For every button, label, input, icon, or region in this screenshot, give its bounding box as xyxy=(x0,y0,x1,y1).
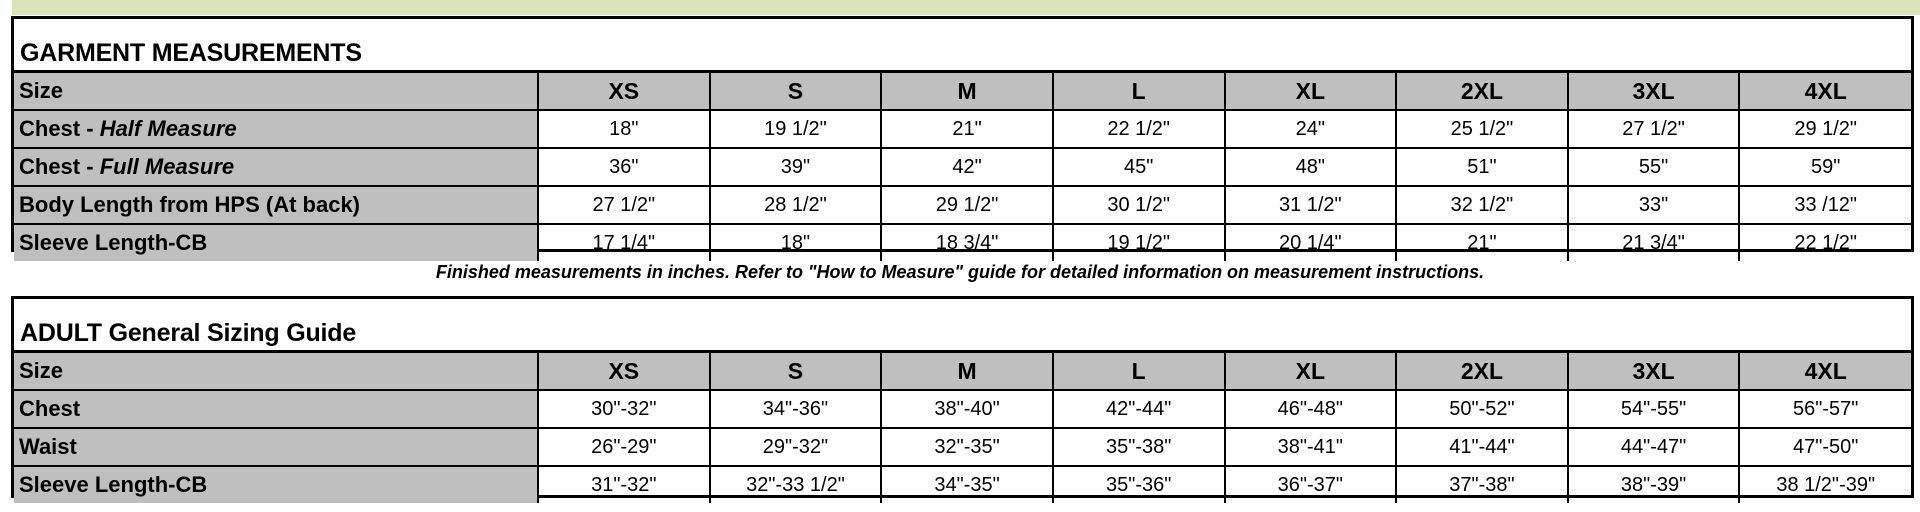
table-cell: 29 1/2" xyxy=(1739,110,1911,148)
table-cell: 32"-33 1/2" xyxy=(710,466,882,503)
size-header-cell: XS xyxy=(538,73,710,110)
table-cell: 17 1/4" xyxy=(538,224,710,261)
row-label-text: Chest xyxy=(19,396,81,421)
table-cell: 24" xyxy=(1225,110,1397,148)
size-header-cell: XL xyxy=(1225,73,1397,110)
table-cell: 30 1/2" xyxy=(1053,186,1225,224)
measurement-note: Finished measurements in inches. Refer to "How to Measure" guide for detailed information on measurement instructions. xyxy=(435,262,1485,282)
size-header-label: Size xyxy=(14,353,538,390)
size-header-cell: S xyxy=(710,73,882,110)
table-cell: 28 1/2" xyxy=(710,186,882,224)
table-cell: 22 1/2" xyxy=(1053,110,1225,148)
row-label-text: Sleeve Length-CB xyxy=(19,230,208,255)
table-cell: 45" xyxy=(1053,148,1225,186)
table-cell: 20 1/4" xyxy=(1225,224,1397,261)
table-cell: 37"-38" xyxy=(1396,466,1568,503)
table-cell: 26"-29" xyxy=(538,428,710,466)
garment-grid xyxy=(14,73,1911,261)
table-cell: 55" xyxy=(1568,148,1740,186)
table-cell: 51" xyxy=(1396,148,1568,186)
size-header-label: Size xyxy=(14,73,538,110)
table-row xyxy=(14,466,1911,503)
row-label xyxy=(14,466,538,503)
row-label xyxy=(14,186,538,224)
garment-title: GARMENT MEASUREMENTS xyxy=(14,19,1911,73)
table-cell: 56"-57" xyxy=(1739,390,1911,428)
garment-measurements-table xyxy=(11,16,1914,255)
size-header-cell: L xyxy=(1053,73,1225,110)
row-label-text: Body Length from HPS (At back) xyxy=(19,192,361,217)
table-cell: 38"-41" xyxy=(1225,428,1397,466)
table-cell: 21" xyxy=(1396,224,1568,261)
table-cell: 27 1/2" xyxy=(538,186,710,224)
table-cell: 21" xyxy=(881,110,1053,148)
table-row xyxy=(14,224,1911,261)
table-cell: 25 1/2" xyxy=(1396,110,1568,148)
size-header-row xyxy=(14,73,1911,110)
table-cell: 36" xyxy=(538,148,710,186)
table-cell: 38"-40" xyxy=(881,390,1053,428)
table-cell: 31 1/2" xyxy=(1225,186,1397,224)
row-label-italic: Half Measure xyxy=(99,116,237,141)
table-cell: 33 /12" xyxy=(1739,186,1911,224)
row-label-text: Sleeve Length-CB xyxy=(19,472,208,497)
row-label-text: Chest - xyxy=(19,116,100,141)
table-cell: 27 1/2" xyxy=(1568,110,1740,148)
size-header-cell: S xyxy=(710,353,882,390)
table-cell: 18" xyxy=(538,110,710,148)
table-cell: 29"-32" xyxy=(710,428,882,466)
table-cell: 34"-35" xyxy=(881,466,1053,503)
table-cell: 44"-47" xyxy=(1568,428,1740,466)
table-cell: 38"-39" xyxy=(1568,466,1740,503)
table-row xyxy=(14,110,1911,148)
table-cell: 54"-55" xyxy=(1568,390,1740,428)
row-label xyxy=(14,148,538,186)
adult-grid xyxy=(14,353,1911,503)
table-cell: 21 3/4" xyxy=(1568,224,1740,261)
row-label xyxy=(14,224,538,261)
table-cell: 38 1/2"-39" xyxy=(1776,473,1876,496)
table-cell: 31"-32" xyxy=(538,466,710,503)
table-row xyxy=(14,186,1911,224)
size-header-cell: L xyxy=(1053,353,1225,390)
adult-sizing-table xyxy=(11,296,1914,498)
table-cell: 42" xyxy=(881,148,1053,186)
size-header-cell: M xyxy=(881,73,1053,110)
table-cell: 33" xyxy=(1568,186,1740,224)
row-label-italic: Full Measure xyxy=(99,154,235,179)
table-cell: 36"-37" xyxy=(1225,466,1397,503)
table-cell: 19 1/2" xyxy=(710,110,882,148)
table-cell: 35"-36" xyxy=(1053,466,1225,503)
row-label xyxy=(14,390,538,428)
table-cell: 18 3/4" xyxy=(881,224,1053,261)
size-header-cell: XS xyxy=(538,353,710,390)
row-label-text: Waist xyxy=(19,434,77,459)
size-header-cell: 2XL xyxy=(1396,73,1568,110)
row-label xyxy=(14,110,538,148)
size-header-cell: 2XL xyxy=(1396,353,1568,390)
table-cell: 34"-36" xyxy=(710,390,882,428)
table-cell: 22 1/2" xyxy=(1794,231,1858,254)
row-label xyxy=(14,428,538,466)
table-cell: 46"-48" xyxy=(1225,390,1397,428)
adult-title: ADULT General Sizing Guide xyxy=(14,299,1911,353)
table-cell: 41"-44" xyxy=(1396,428,1568,466)
table-cell: 30"-32" xyxy=(538,390,710,428)
table-cell: 29 1/2" xyxy=(881,186,1053,224)
table-cell: 59" xyxy=(1739,148,1911,186)
size-header-cell: 4XL xyxy=(1739,73,1911,110)
table-cell: 50"-52" xyxy=(1396,390,1568,428)
row-label-text: Chest - xyxy=(19,154,100,179)
table-cell: 19 1/2" xyxy=(1053,224,1225,261)
table-row xyxy=(14,148,1911,186)
size-header-cell: 4XL xyxy=(1739,353,1911,390)
table-row xyxy=(14,428,1911,466)
size-header-cell: 3XL xyxy=(1568,353,1740,390)
table-cell: 48" xyxy=(1225,148,1397,186)
table-cell: 39" xyxy=(710,148,882,186)
size-header-cell: XL xyxy=(1225,353,1397,390)
table-cell: 18" xyxy=(710,224,882,261)
table-cell: 32 1/2" xyxy=(1396,186,1568,224)
top-color-bar xyxy=(12,0,1920,15)
table-row xyxy=(14,390,1911,428)
size-header-cell: M xyxy=(881,353,1053,390)
table-cell: 35"-38" xyxy=(1053,428,1225,466)
size-header-row xyxy=(14,353,1911,390)
table-cell: 32"-35" xyxy=(881,428,1053,466)
size-header-cell: 3XL xyxy=(1568,73,1740,110)
table-cell: 47"-50" xyxy=(1739,428,1911,466)
table-cell: 42"-44" xyxy=(1053,390,1225,428)
